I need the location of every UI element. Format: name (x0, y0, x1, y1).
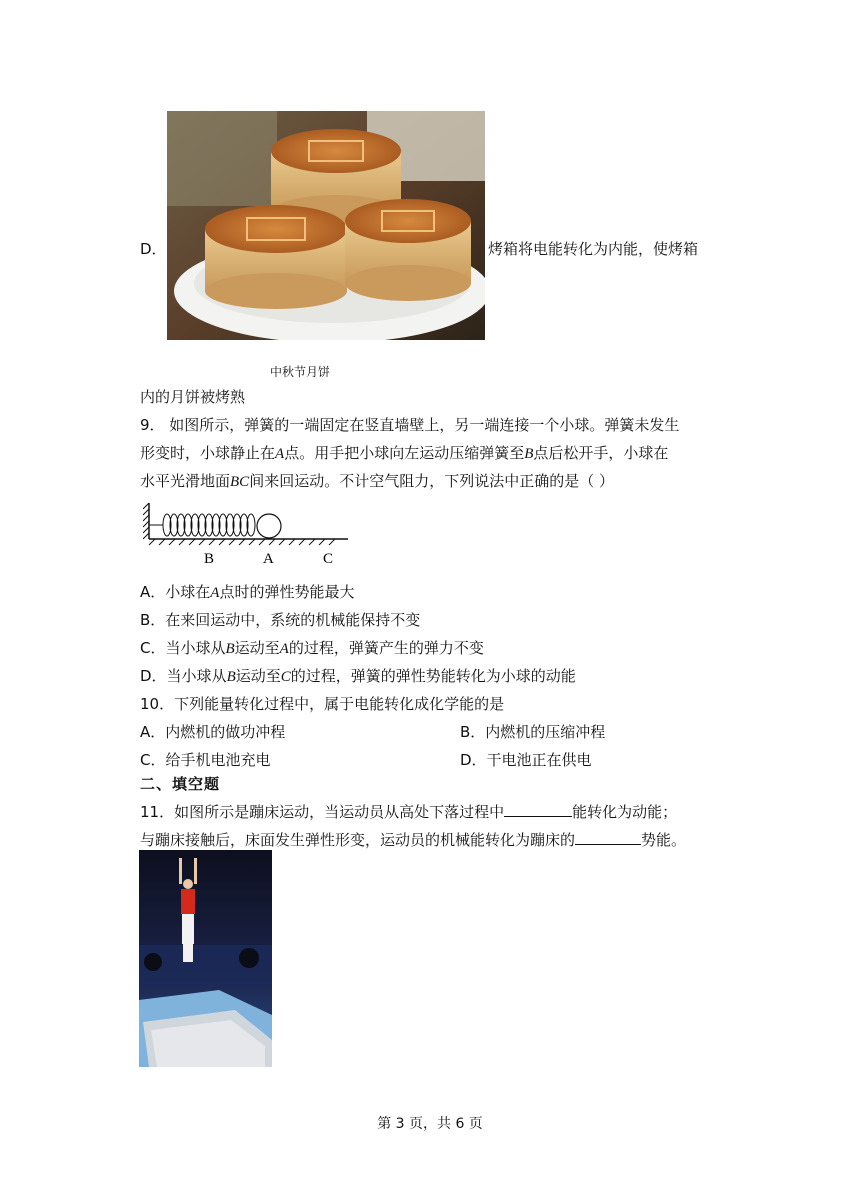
section-title: 二、填空题 (140, 775, 221, 793)
q10-option-b: B．内燃机的压缩冲程 (460, 723, 606, 741)
q11-line1: 11．如图所示是蹦床运动，当运动员从高处下落过程中 能转化为动能； (140, 803, 678, 821)
mooncake-caption: 中秋节月饼 (270, 365, 331, 379)
q8-option-d-label: D． (140, 240, 167, 258)
q8-option-d-text-b: 内的月饼被烤熟 (140, 388, 246, 406)
q11-blank-1[interactable] (504, 802, 572, 817)
q9-option-a: A．小球在A点时的弹性势能最大 (140, 583, 355, 601)
figure-label-c: C (323, 551, 334, 567)
page-footer: 第 3 页，共 6 页 (377, 1116, 483, 1132)
q9-line1: 9． 如图所示，弹簧的一端固定在竖直墙壁上，另一端连接一个小球。弹簧未发生 (140, 416, 680, 434)
q9-line2: 形变时，小球静止在A点。用手把小球向左运动压缩弹簧至B点后松开手，小球在 (140, 444, 669, 462)
q11-line2: 与蹦床接触后，床面发生弹性形变，运动员的机械能转化为蹦床的 势能。 (140, 831, 687, 849)
q10-option-c: C．给手机电池充电 (140, 751, 271, 769)
q9-option-c: C．当小球从B运动至A的过程，弹簧产生的弹力不变 (140, 639, 484, 657)
q10-stem: 10．下列能量转化过程中，属于电能转化成化学能的是 (140, 695, 505, 713)
q10-option-a: A．内燃机的做功冲程 (140, 723, 286, 741)
trampoline-image (139, 850, 272, 1067)
q8-option-d-text-a: 烤箱将电能转化为内能，使烤箱 (488, 240, 699, 258)
q9-line3: 水平光滑地面BC间来回运动。不计空气阻力，下列说法中正确的是（ ） (140, 472, 614, 490)
q9-option-b: B．在来回运动中，系统的机械能保持不变 (140, 611, 421, 629)
q11-blank-2[interactable] (575, 830, 641, 845)
q10-option-d: D．干电池正在供电 (460, 751, 592, 769)
figure-label-a: A (263, 551, 274, 567)
q9-option-d: D．当小球从B运动至C的过程，弹簧的弹性势能转化为小球的动能 (140, 667, 576, 685)
figure-label-b: B (204, 551, 215, 567)
spring-ball-figure (143, 501, 348, 567)
mooncake-image (167, 111, 485, 340)
